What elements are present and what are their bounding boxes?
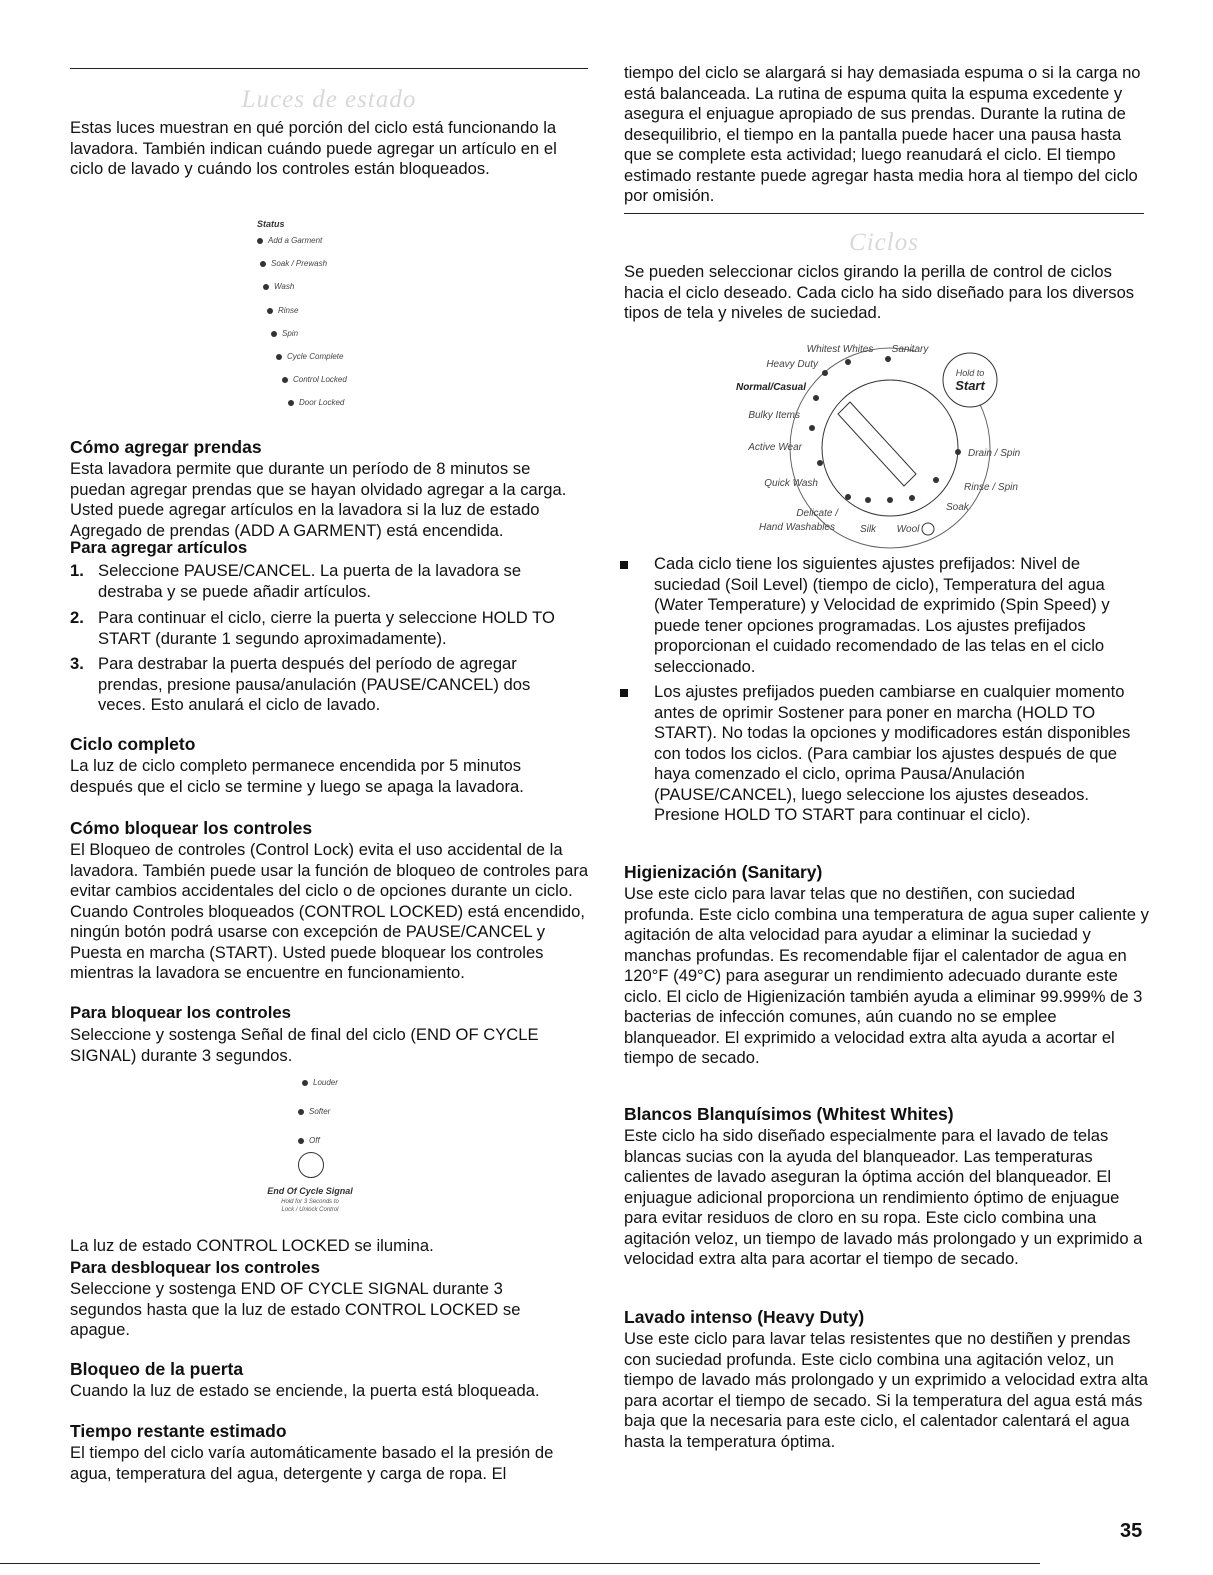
sanitary-text: Use este ciclo para lavar telas que no destiñen, con suciedad profunda. Este ciclo combina una temperatura de agua super caliente y agitación de alta velocidad para ayudar a eliminar la suciedad y manchas profundas. Es recomendable fijar el calentador de agua en 120°F (49°C) para asegurar un rendimiento adecuado durante este ciclo. El ciclo de Higienización también ayuda a eliminar 99.999% de 3 bacterias de infección comunes, aún cuando no se emplee blanqueador. El exprimido a velocidad extra alta ayuda a acortar el tiempo de secado. (624, 884, 1149, 1067)
led-dot-icon (271, 331, 277, 337)
cycle-complete-heading: Ciclo completo (70, 734, 196, 754)
time-remaining-text: El tiempo del ciclo varía automáticamente basado el la presión de agua, temperatura del agua, detergente y carga de ropa. El (70, 1443, 554, 1483)
sanitary-heading: Higienización (Sanitary) (624, 862, 823, 882)
control-locked-text: La luz de estado CONTROL LOCKED se ilumina. (70, 1236, 434, 1255)
dial-label-wool: Wool (896, 524, 920, 535)
wool-symbol-icon (922, 523, 934, 535)
dial-dot-icon (887, 497, 893, 503)
status-panel-title: Status (257, 219, 285, 229)
led-dot-icon (260, 261, 266, 267)
cycle-dial-diagram (720, 340, 1050, 550)
led-dot-icon (302, 1080, 308, 1086)
dial-label-delicate: Delicate / (796, 508, 838, 519)
whitest-whites-heading: Blancos Blanquísimos (Whitest Whites) (624, 1104, 954, 1124)
led-dot-icon (298, 1109, 304, 1115)
bullet-square-icon (620, 561, 628, 569)
status-light-wash: Wash (263, 282, 294, 291)
dial-label-silk: Silk (859, 524, 877, 535)
cycles-intro: Se pueden seleccionar ciclos girando la perilla de control de ciclos hacia el ciclo deseado. Cada ciclo ha sido diseñado para los diversos tipos de tela y niveles de suciedad. (624, 262, 1135, 322)
led-dot-icon (276, 354, 282, 360)
lock-controls-subheading: Para bloquear los controles (70, 1003, 292, 1022)
dial-label-bulky-items: Bulky Items (748, 410, 800, 421)
unlock-controls-subheading: Para desbloquear los controles (70, 1258, 320, 1277)
dial-label-rinse-spin: Rinse / Spin (964, 482, 1018, 493)
led-dot-icon (298, 1138, 304, 1144)
signal-louder: Louder (302, 1078, 338, 1087)
start-label: Start (955, 378, 985, 393)
status-light-spin: Spin (271, 329, 298, 338)
led-dot-icon (282, 377, 288, 383)
add-garments-text: Esta lavadora permite que durante un período de 8 minutos se puedan agregar prendas que se hayan olvidado agregar a la carga. Usted puede agregar artículos en la lavadora si la luz de estado Agregado de prendas (ADD A GARMENT) está encendida. (70, 459, 567, 540)
add-items-subheading: Para agregar artículos (70, 538, 248, 557)
dial-label-whitest-whites: Whitest Whites (806, 344, 874, 355)
dial-label-sanitary: Sanitary (891, 344, 929, 355)
dial-label-drain-spin: Drain / Spin (968, 448, 1021, 459)
status-light-control-locked: Control Locked (282, 375, 347, 384)
dial-label-soak: Soak (946, 502, 969, 513)
dial-dot-icon (933, 477, 939, 483)
lock-controls-text: El Bloqueo de controles (Control Lock) evita el uso accidental de la lavadora. También puede usar la función de bloqueo de controles para evitar cambios accidentales del ciclo o de opciones durante un ciclo. Cuando Controles bloqueados (CONTROL LOCKED) está encendido, ningún botón podrá usarse con excepción de PAUSE/CANCEL y Puesta en marcha (START). Usted puede bloquear los controles mientras la lavadora se encuentre en funcionamiento. (70, 840, 589, 982)
status-intro: Estas luces muestran en qué porción del ciclo está funcionando la lavadora. También indican cuándo puede agregar un artículo en el ciclo de lavado y cuándo los controles están bloqueados. (70, 118, 557, 178)
dial-dot-icon (909, 495, 915, 501)
dial-dot-icon (885, 356, 891, 362)
page-number: 35 (1120, 1520, 1143, 1542)
dial-knob (822, 380, 958, 516)
signal-label: End Of Cycle Signal (267, 1186, 353, 1196)
bullet-square-icon (620, 689, 628, 697)
cycle-complete-text: La luz de ciclo completo permanece encendida por 5 minutos después que el ciclo se termine y luego se apaga la lavadora. (70, 756, 524, 796)
time-remaining-heading: Tiempo restante estimado (70, 1421, 287, 1441)
signal-sublabel-1: Hold for 3 Seconds to (281, 1199, 339, 1205)
dial-dot-icon (845, 494, 851, 500)
hold-to-label: Hold to (955, 368, 985, 378)
top-rule-left (70, 68, 588, 69)
door-lock-text: Cuando la luz de estado se enciende, la puerta está bloqueada. (70, 1381, 540, 1400)
add-garments-heading: Cómo agregar prendas (70, 437, 262, 457)
dial-dot-icon (822, 370, 828, 376)
dial-label-normal-casual: Normal/Casual (735, 382, 806, 393)
dial-dot-icon (865, 497, 871, 503)
status-section-title: Luces de estado (241, 86, 417, 113)
status-light-soak: Soak / Prewash (260, 259, 327, 268)
heavy-duty-text: Use este ciclo para lavar telas resistentes que no destiñen y prendas con suciedad profunda. Este ciclo combina una agitación veloz, un tiempo de lavado más prolongado y un exprimido a velocidad extra alta para acortar el tiempo de secado. Si la temperatura del agua está más baja que la necesaria para este ciclo, el calentador calentará el agua hasta la temperatura óptima. (624, 1329, 1148, 1451)
dial-dot-icon (817, 460, 823, 466)
status-light-add-garment: Add a Garment (257, 236, 322, 245)
signal-softer: Softer (298, 1107, 330, 1116)
dial-label-active-wear: Active Wear (748, 442, 802, 453)
dial-label-heavy-duty: Heavy Duty (766, 359, 818, 370)
dial-dot-icon (955, 449, 961, 455)
status-light-rinse: Rinse (267, 306, 298, 315)
signal-off: Off (298, 1136, 320, 1145)
lock-controls-heading: Cómo bloquear los controles (70, 818, 313, 838)
led-dot-icon (263, 284, 269, 290)
unlock-controls-text: Seleccione y sostenga END OF CYCLE SIGNAL durante 3 segundos hasta que la luz de estado CONTROL LOCKED se apague. (70, 1279, 521, 1339)
status-light-door-locked: Door Locked (288, 398, 344, 407)
status-light-cycle-complete: Cycle Complete (276, 352, 343, 361)
heavy-duty-heading: Lavado intenso (Heavy Duty) (624, 1307, 865, 1327)
dial-dot-icon (845, 359, 851, 365)
dial-dot-icon (809, 425, 815, 431)
lock-controls-instructions: Seleccione y sostenga Señal de final del ciclo (END OF CYCLE SIGNAL) durante 3 segundos. (70, 1025, 539, 1065)
bottom-rule (0, 1563, 1040, 1564)
top-rule-right (624, 213, 1144, 214)
time-remaining-continued: tiempo del ciclo se alargará si hay demasiada espuma o si la carga no está balanceada. La rutina de espuma quita la espuma excedente y asegura el enjuague apropiado de sus prendas. Durante la rutina de desequilibrio, el tiempo en la pantalla puede hacer una pausa hasta que se complete esta actividad; luego reanudará el ciclo. El tiempo estimado restante puede agregar hasta media hora al tiempo del ciclo por omisión. (624, 63, 1141, 205)
signal-sublabel-2: Lock / Unlock Control (281, 1207, 339, 1213)
signal-button-icon (298, 1152, 324, 1178)
dial-label-hand-washables: Hand Washables (759, 522, 835, 533)
dial-dot-icon (813, 395, 819, 401)
led-dot-icon (257, 238, 263, 244)
whitest-whites-text: Este ciclo ha sido diseñado especialmente para el lavado de telas blancas sucias con la ayuda del blanqueador. Las temperaturas calientes de lavado aseguran la óptima acción del blanqueador. El enjuague adicional proporciona un rendimiento óptimo de enjuague para evitar residuos de cloro en su ropa. Este ciclo combina una agitación veloz, un tiempo de lavado más prolongado y un exprimido a velocidad extra alta para acortar el tiempo de secado. (624, 1126, 1143, 1268)
cycles-section-title: Ciclos (849, 229, 919, 256)
dial-label-quick-wash: Quick Wash (764, 478, 818, 489)
led-dot-icon (267, 308, 273, 314)
door-lock-heading: Bloqueo de la puerta (70, 1359, 244, 1379)
led-dot-icon (288, 400, 294, 406)
